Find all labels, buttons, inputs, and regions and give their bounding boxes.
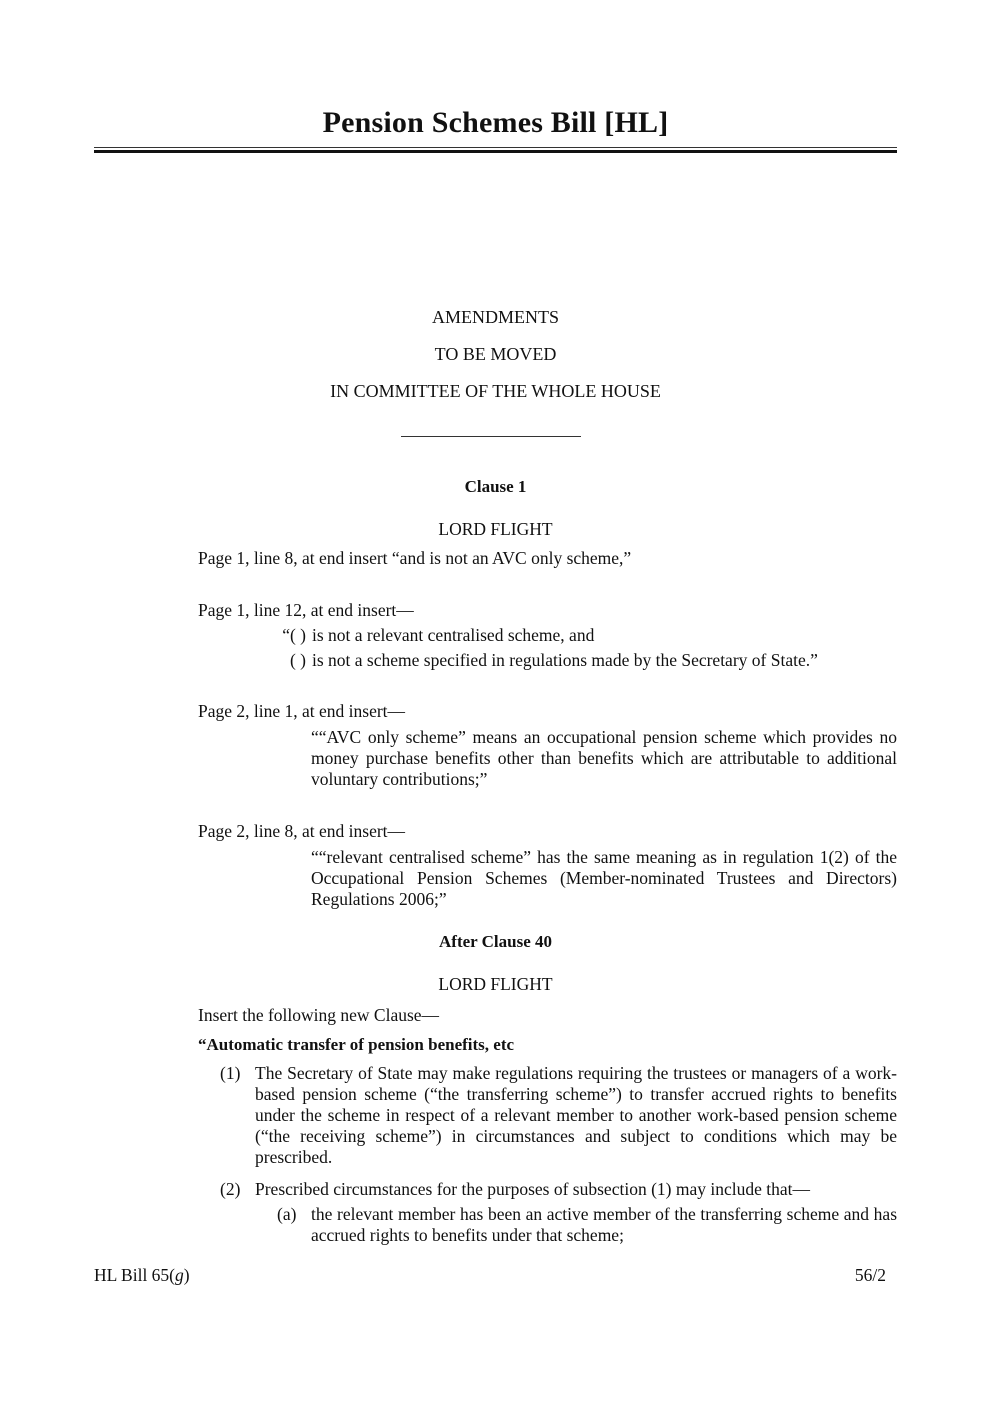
bill-ref-suffix: ) <box>183 1265 190 1285</box>
subsection-marker: (1) <box>220 1063 241 1083</box>
subsection-2-text: Prescribed circumstances for the purposes of subsection (1) may include that— <box>255 1179 810 1199</box>
document-title: Pension Schemes Bill [HL] <box>322 106 669 139</box>
amendment-1: Page 1, line 8, at end insert “and is not an AVC only scheme,” <box>198 548 632 568</box>
bill-ref-letter: g <box>175 1265 184 1285</box>
item-marker: “( ) <box>282 625 306 645</box>
amendment-3: Page 2, line 1, at end insert— <box>198 701 406 721</box>
section-heading-after-clause-40: After Clause 40 <box>439 932 552 951</box>
mover-name: LORD FLIGHT <box>438 974 553 994</box>
section-heading-clause-1: Clause 1 <box>464 477 527 496</box>
paragraph-a-text: the relevant member has been an active member of the transferring scheme and has accrued rights to benefits under that scheme; <box>311 1204 897 1245</box>
mover-name: LORD FLIGHT <box>438 519 553 539</box>
new-clause-title: “Automatic transfer of pension benefits, etc <box>198 1035 515 1054</box>
subsection-1-text: The Secretary of State may make regulations requiring the trustees or managers of a work-based pension scheme (“the transferring scheme”) to transfer accrued rights to benefits under the scheme in respect of a relevant member to another work-based pension scheme (“the receiving scheme”) in circumstances and subject to conditions which may be prescribed. <box>255 1063 897 1167</box>
page-reference: 56/2 <box>854 1265 886 1285</box>
intro-committee: IN COMMITTEE OF THE WHOLE HOUSE <box>330 381 661 401</box>
new-clause-instruction: Insert the following new Clause— <box>198 1005 440 1025</box>
paragraph-marker: (a) <box>277 1204 297 1224</box>
title-rule-thick <box>94 150 897 153</box>
title-rule-thin <box>94 147 897 148</box>
item-text: is not a scheme specified in regulations made by the Secretary of State.” <box>312 650 818 670</box>
item-text: is not a relevant centralised scheme, and <box>312 625 595 645</box>
subsection-marker: (2) <box>220 1179 241 1199</box>
bill-ref-prefix: HL Bill 65( <box>94 1265 176 1285</box>
item-marker: ( ) <box>289 650 306 670</box>
amendment-4: Page 2, line 8, at end insert— <box>198 821 406 841</box>
bill-reference <box>94 1265 190 1286</box>
amendment-3-quote: ““AVC only scheme” means an occupational pension scheme which provides no money purchase benefits other than benefits which are attributable to additional voluntary contributions;” <box>311 727 897 789</box>
intro-to-be-moved: TO BE MOVED <box>434 344 557 364</box>
amendment-2: Page 1, line 12, at end insert— <box>198 600 414 620</box>
amendment-4-quote: ““relevant centralised scheme” has the same meaning as in regulation 1(2) of the Occupational Pension Schemes (Member-nominated Trustees and Directors) Regulations 2006;” <box>311 847 897 909</box>
intro-amendments: AMENDMENTS <box>431 307 559 327</box>
intro-divider <box>401 436 581 437</box>
